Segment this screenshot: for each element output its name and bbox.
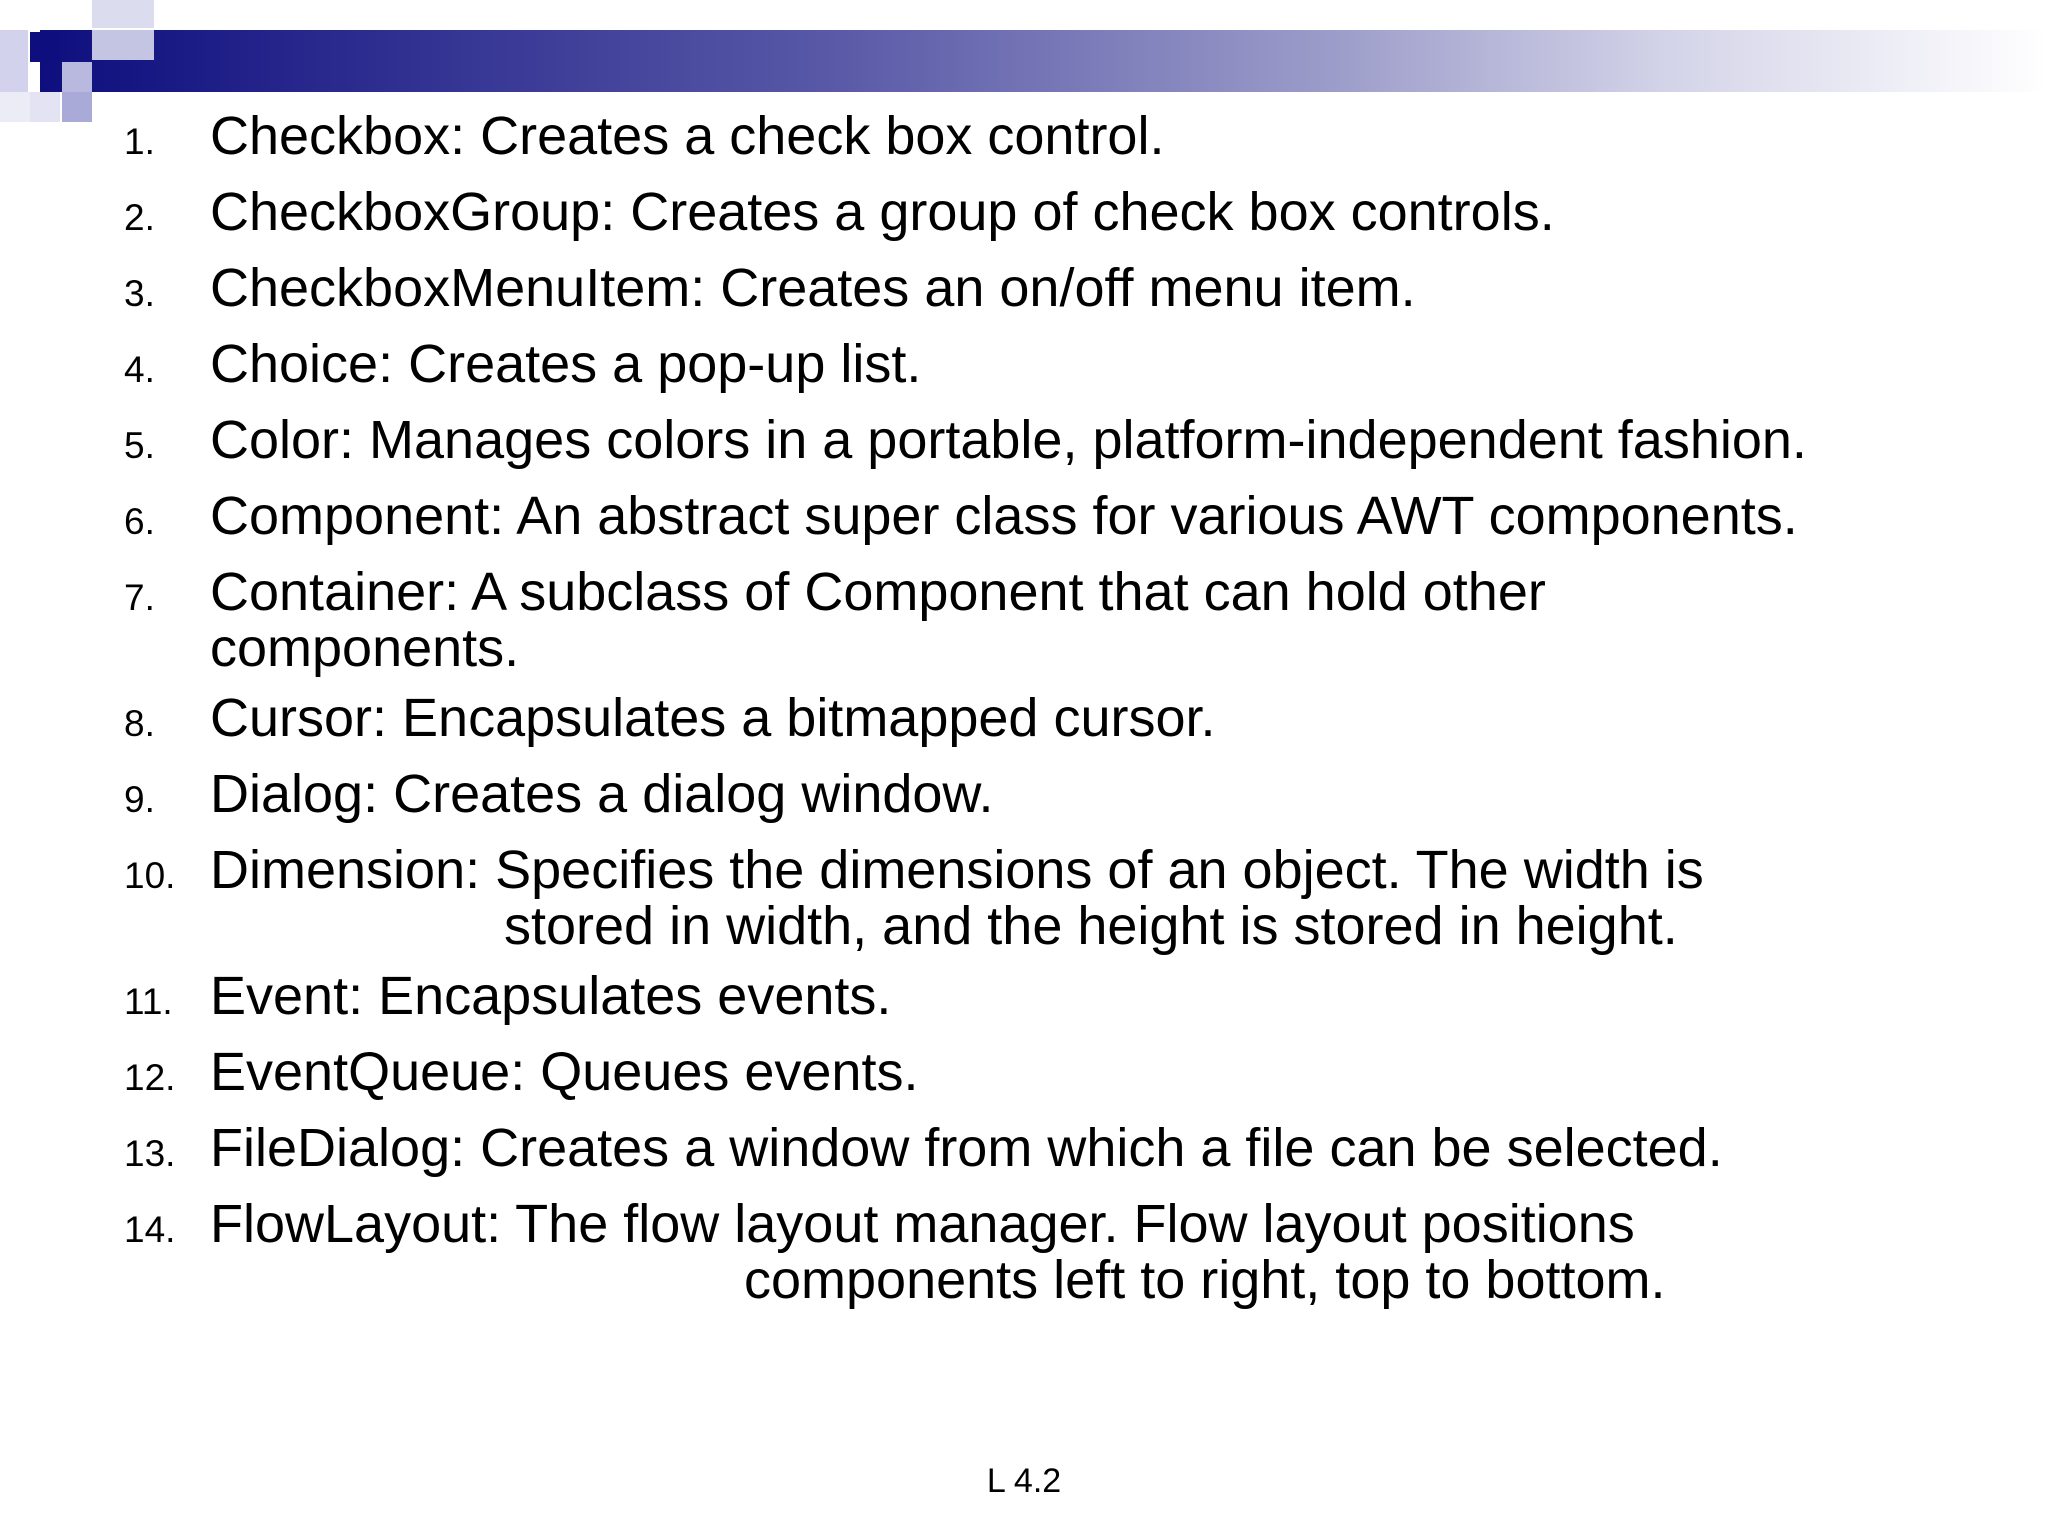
decor-square-dark	[30, 32, 60, 62]
item-text: Cursor: Encapsulates a bitmapped cursor.	[210, 688, 1216, 748]
item-number: 10.	[124, 855, 176, 896]
item-text-continuation: components left to right, top to bottom.	[744, 1250, 1666, 1310]
item-text: Dimension: Specifies the dimensions of an object. The width is	[210, 840, 1704, 900]
item-number: 2.	[124, 197, 155, 238]
decor-square	[62, 62, 92, 92]
decor-square	[0, 92, 30, 122]
item-number: 12.	[124, 1057, 176, 1098]
item-text: Component: An abstract super class for various AWT components.	[210, 486, 1798, 546]
item-number: 14.	[124, 1209, 176, 1250]
decor-square	[62, 92, 92, 122]
list-item	[124, 564, 2004, 676]
list-item	[124, 260, 2004, 322]
item-number: 5.	[124, 425, 155, 466]
item-number: 8.	[124, 703, 155, 744]
item-number: 3.	[124, 273, 155, 314]
item-text: CheckboxGroup: Creates a group of check box controls.	[210, 182, 1555, 242]
item-text: FlowLayout: The flow layout manager. Flow layout positions	[210, 1194, 1635, 1254]
item-number: 13.	[124, 1133, 176, 1174]
list-item	[124, 108, 2004, 170]
slide-footer-label: L 4.2	[986, 1462, 1062, 1500]
item-number: 7.	[124, 577, 155, 618]
item-text: Event: Encapsulates events.	[210, 966, 892, 1026]
item-text-continuation: components.	[210, 618, 520, 678]
item-text: Color: Manages colors in a portable, platform-independent fashion.	[210, 410, 1807, 470]
item-text: Dialog: Creates a dialog window.	[210, 764, 994, 824]
list-item	[124, 842, 2004, 954]
class-list	[124, 108, 2004, 1322]
item-number: 6.	[124, 501, 155, 542]
list-item	[124, 336, 2004, 398]
header-gradient-band	[40, 30, 2048, 92]
item-number: 4.	[124, 349, 155, 390]
list-item	[124, 968, 2004, 1030]
item-text: Checkbox: Creates a check box control.	[210, 106, 1165, 166]
item-text: Container: A subclass of Component that can hold other	[210, 562, 1546, 622]
list-item	[124, 184, 2004, 246]
list-item	[124, 690, 2004, 752]
item-text: Choice: Creates a pop-up list.	[210, 334, 922, 394]
item-number: 11.	[124, 981, 173, 1022]
item-text: FileDialog: Creates a window from which a file can be selected.	[210, 1118, 1723, 1178]
list-item	[124, 1120, 2004, 1182]
item-text: CheckboxMenuItem: Creates an on/off menu item.	[210, 258, 1416, 318]
item-text-continuation: stored in width, and the height is stored in height.	[504, 896, 1678, 956]
item-number: 9.	[124, 779, 155, 820]
list-item	[124, 766, 2004, 828]
decor-square	[92, 30, 154, 60]
list-item	[124, 1196, 2004, 1308]
item-number: 1.	[124, 121, 155, 162]
item-text-block	[210, 842, 1704, 954]
decor-square	[0, 30, 28, 92]
item-text: EventQueue: Queues events.	[210, 1042, 919, 1102]
decor-square	[30, 92, 60, 122]
list-item	[124, 1044, 2004, 1106]
list-item	[124, 412, 2004, 474]
item-text-block	[210, 564, 1546, 676]
list-item	[124, 488, 2004, 550]
decor-square	[92, 0, 154, 28]
item-text-block	[210, 1196, 1666, 1308]
